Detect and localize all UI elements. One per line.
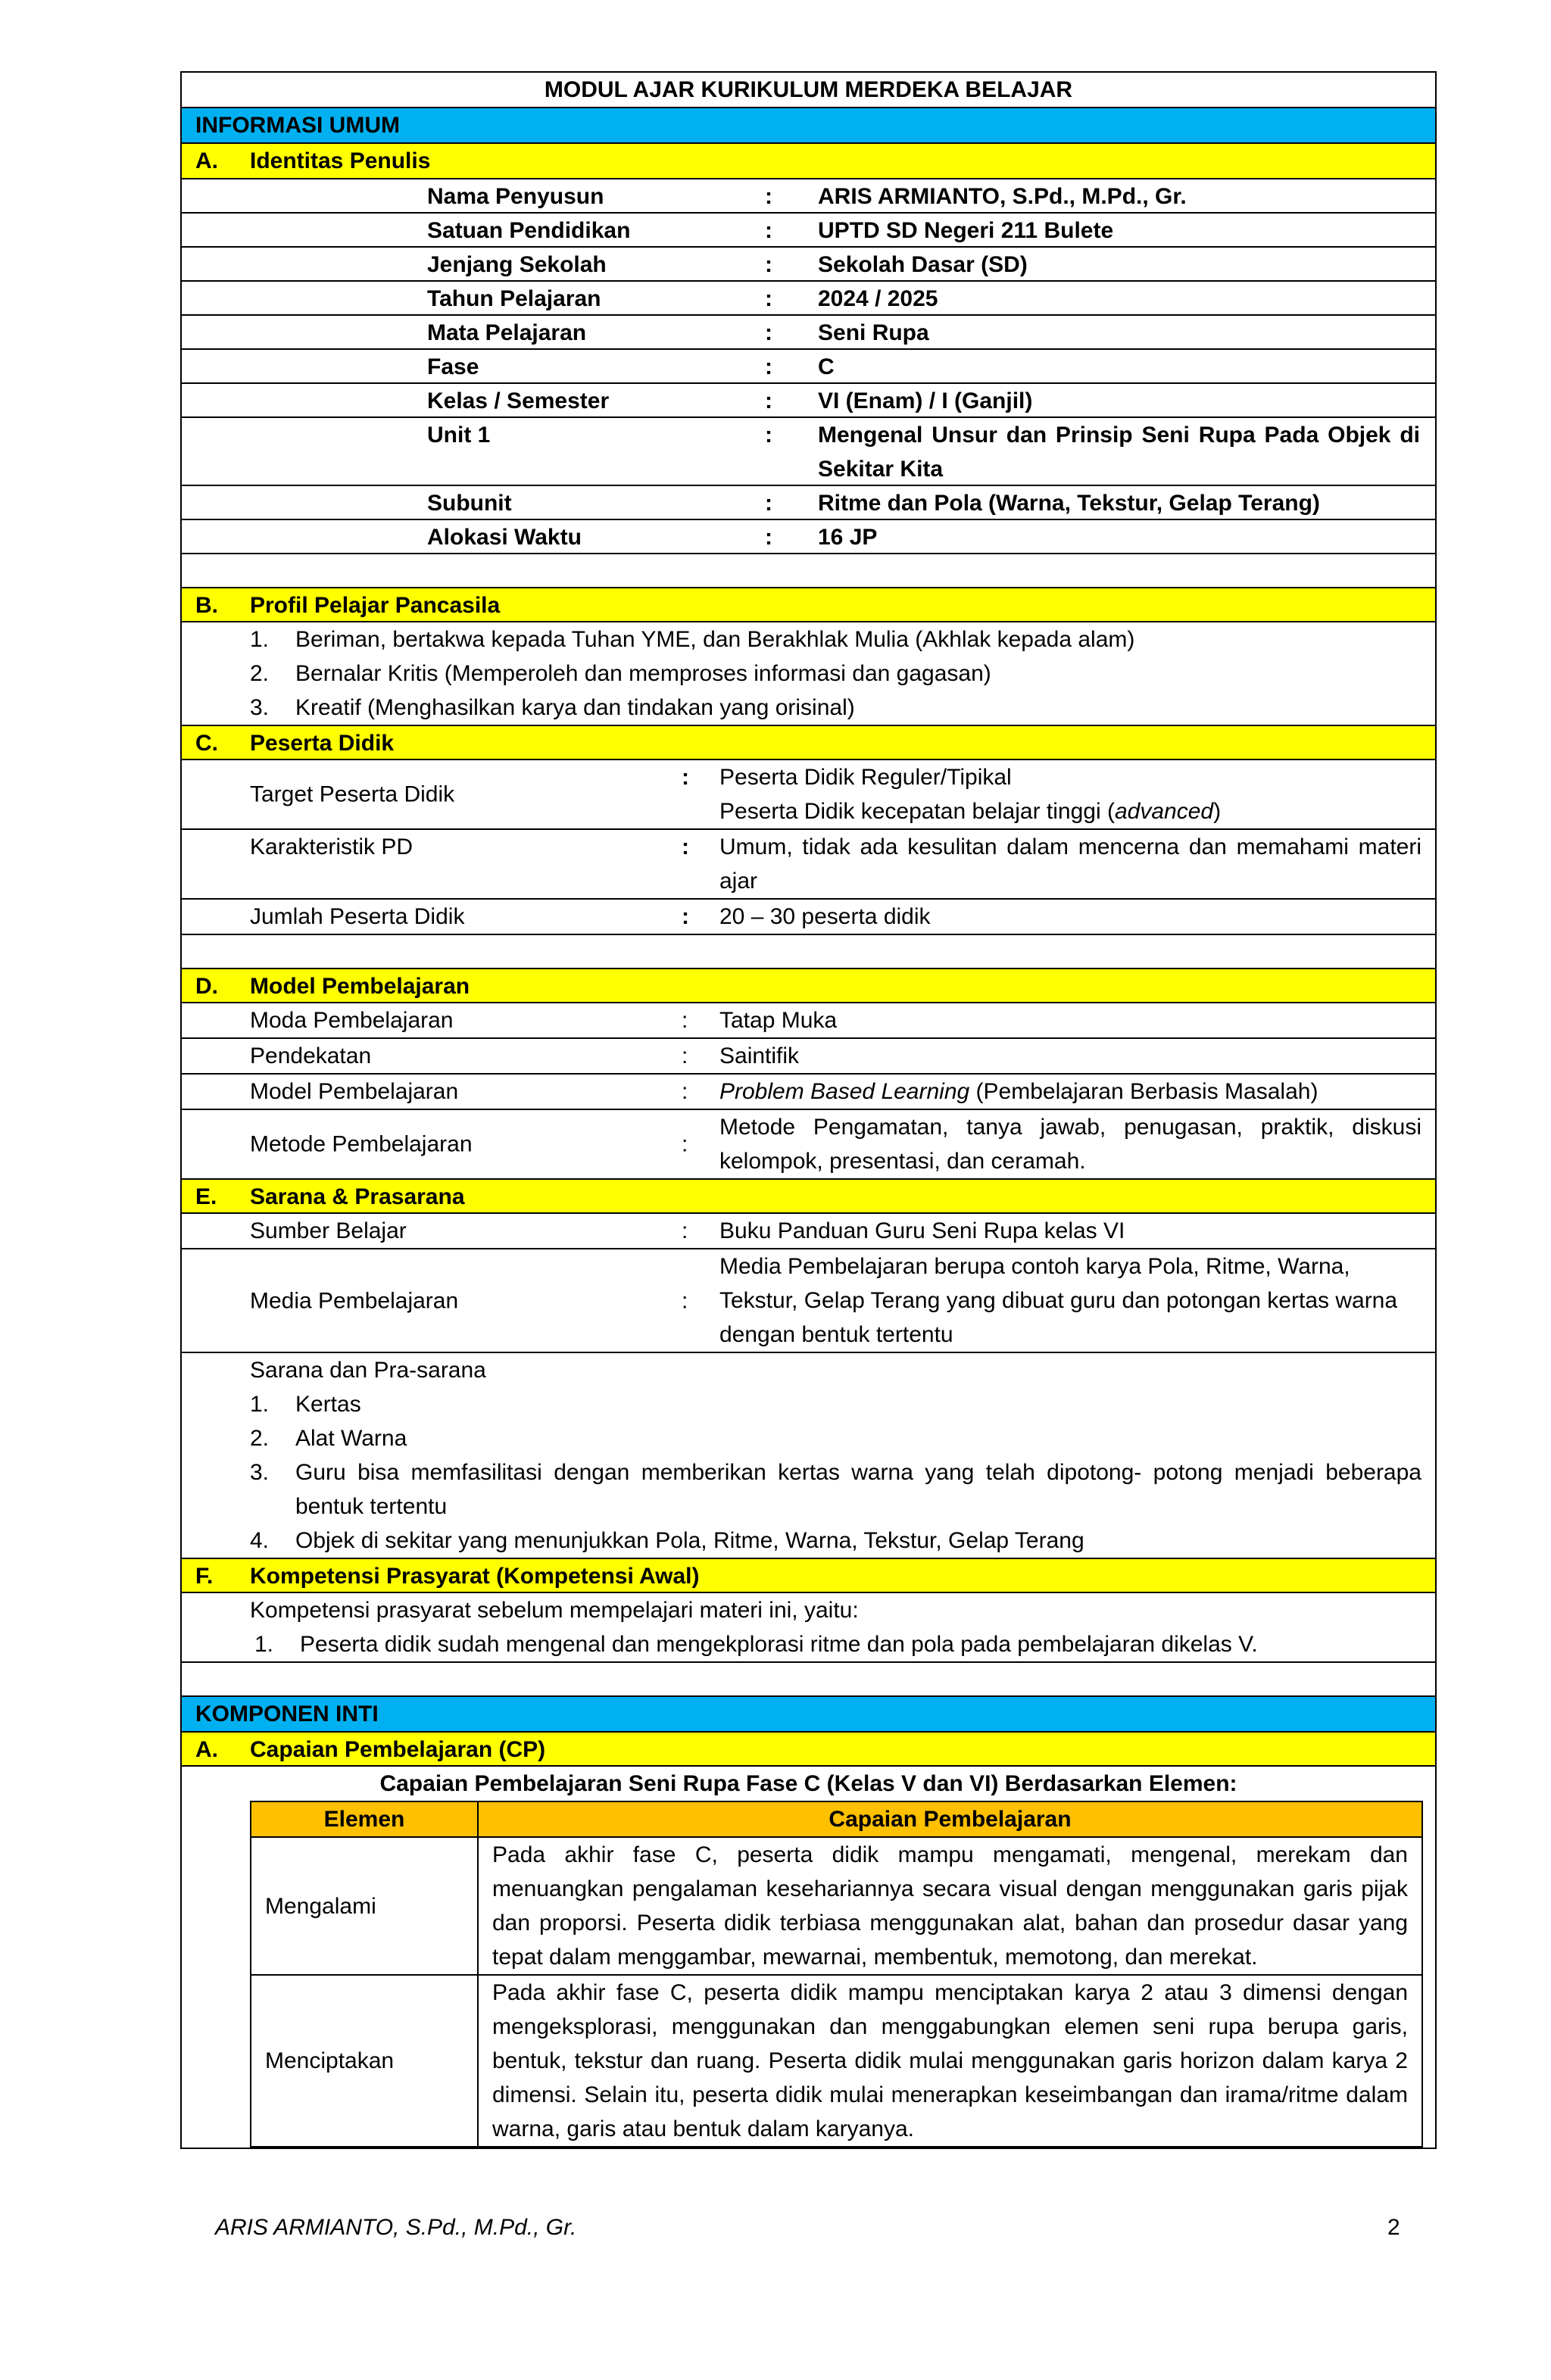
identitas-value: 2024 / 2025 xyxy=(818,286,938,311)
list-item xyxy=(250,691,1421,725)
colon: : xyxy=(682,1131,688,1157)
media-label: Media Pembelajaran xyxy=(250,1288,459,1313)
colon: : xyxy=(765,252,772,277)
list-text: Objek di sekitar yang menunjukkan Pola, Ritme, Warna, Tekstur, Gelap Terang xyxy=(295,1528,1084,1553)
list-number: 4. xyxy=(250,1528,270,1553)
table-row xyxy=(251,1976,1421,2148)
colon: : xyxy=(765,218,772,243)
list-item xyxy=(250,1627,1421,1661)
sumber-value: Buku Panduan Guru Seni Rupa kelas VI xyxy=(719,1218,1125,1243)
sarana-prasarana-block xyxy=(182,1353,1435,1559)
section-b-profil-header xyxy=(182,588,1435,622)
capaian-cell: Pada akhir fase C, peserta didik mampu menciptakan karya 2 atau 3 dimensi dengan mengeksplorasi, menggunakan dan menggabungkan elemen seni rupa berupa garis, bentuk, tekstur dan ruang. Peserta didik mulai menggunakan garis horizon dalam karya 2 dimensi. Selain itu, peserta didik mulai menerapkan keseimbangan dan irama/ritme dalam warna, garis atau bentuk dalam karyanya. xyxy=(492,1980,1408,2141)
metode-value: Metode Pengamatan, tanya jawab, penugasan, praktik, diskusi kelompok, presentasi, dan ceramah. xyxy=(719,1115,1421,1174)
section-e-sarana-header xyxy=(182,1180,1435,1214)
section-title: Kompetensi Prasyarat (Kompetensi Awal) xyxy=(250,1564,700,1589)
target-line-1: Peserta Didik Reguler/Tipikal xyxy=(719,765,1012,790)
cp-table xyxy=(250,1801,1423,2148)
colon: : xyxy=(765,525,772,550)
table-row xyxy=(251,1838,1421,1976)
moda-label: Moda Pembelajaran xyxy=(250,1008,454,1033)
identitas-value: Seni Rupa xyxy=(818,320,929,345)
colon: : xyxy=(682,1043,688,1068)
elemen-cell: Mengalami xyxy=(251,1838,479,1974)
identitas-value: Mengenal Unsur dan Prinsip Seni Rupa Pada Objek di Sekitar Kita xyxy=(818,423,1420,482)
jumlah-label: Jumlah Peserta Didik xyxy=(250,904,465,929)
list-number: 1. xyxy=(250,627,270,652)
colon: : xyxy=(765,286,772,311)
karakteristik-row xyxy=(182,830,1435,900)
identitas-value: 16 JP xyxy=(818,525,878,550)
section-letter: A. xyxy=(195,148,218,173)
section-letter: F. xyxy=(195,1564,214,1589)
section-letter: A. xyxy=(195,1737,218,1762)
list-text: Peserta didik sudah mengenal dan mengekplorasi ritme dan pola pada pembelajaran dikelas V. xyxy=(300,1632,1258,1657)
colon: : xyxy=(682,904,689,929)
pendekatan-value: Saintifik xyxy=(719,1043,800,1068)
identitas-label: Unit 1 xyxy=(427,423,491,448)
identitas-value: C xyxy=(818,354,835,379)
spacer-row xyxy=(182,554,1435,588)
identitas-label: Kelas / Semester xyxy=(427,388,610,413)
list-number: 2. xyxy=(250,661,270,686)
list-number: 1. xyxy=(254,1632,274,1657)
identitas-row xyxy=(182,214,1435,248)
list-text: Bernalar Kritis (Memperoleh dan memproses informasi dan gagasan) xyxy=(295,661,991,686)
identitas-value: Ritme dan Pola (Warna, Tekstur, Gelap Terang) xyxy=(818,491,1320,516)
spacer-row xyxy=(182,1663,1435,1697)
section-title: Identitas Penulis xyxy=(250,148,431,173)
list-text: Beriman, bertakwa kepada Tuhan YME, dan Berakhlak Mulia (Akhlak kepada alam) xyxy=(295,627,1135,652)
identitas-row xyxy=(182,418,1435,486)
sumber-label: Sumber Belajar xyxy=(250,1218,407,1243)
jumlah-peserta-row xyxy=(182,900,1435,935)
cp-block xyxy=(182,1767,1435,2148)
colon: : xyxy=(765,320,772,345)
pendekatan-row xyxy=(182,1039,1435,1075)
list-text: Kertas xyxy=(295,1392,361,1417)
identitas-value: ARIS ARMIANTO, S.Pd., M.Pd., Gr. xyxy=(818,184,1187,209)
identitas-row xyxy=(182,316,1435,350)
identitas-row xyxy=(182,486,1435,520)
jumlah-value: 20 – 30 peserta didik xyxy=(719,904,931,929)
identitas-label: Satuan Pendidikan xyxy=(427,218,631,243)
colon: : xyxy=(682,1218,688,1243)
capaian-cell: Pada akhir fase C, peserta didik mampu mengamati, mengenal, merekam dan menuangkan pengalaman kesehariannya secara visual dengan menggunakan garis pijak dan proporsi. Peserta didik terbiasa menggunakan alat, bahan dan prosedur dasar yang tepat dalam menggambar, mewarnai, membentuk, memotong, dan merekat. xyxy=(492,1842,1408,1970)
identitas-row xyxy=(182,248,1435,282)
prasarana-title: Sarana dan Pra-sarana xyxy=(250,1358,486,1383)
identitas-label: Fase xyxy=(427,354,479,379)
target-line-2: Peserta Didik kecepatan belajar tinggi (advanced) xyxy=(719,799,1222,824)
identitas-label: Mata Pelajaran xyxy=(427,320,587,345)
section-c-peserta-header xyxy=(182,726,1435,760)
section-letter: D. xyxy=(195,974,218,999)
list-text: Kreatif (Menghasilkan karya dan tindakan yang orisinal) xyxy=(295,695,855,720)
elemen-cell: Menciptakan xyxy=(251,1976,479,2146)
identitas-row xyxy=(182,350,1435,384)
section-letter: E. xyxy=(195,1184,217,1209)
colon: : xyxy=(682,765,689,790)
identitas-row xyxy=(182,384,1435,418)
list-number: 3. xyxy=(250,1460,270,1485)
section-cp-header xyxy=(182,1733,1435,1767)
modul-ajar-table xyxy=(180,71,1437,2149)
list-item xyxy=(250,1455,1421,1524)
media-value: Media Pembelajaran berupa contoh karya Pola, Ritme, Warna, Tekstur, Gelap Terang yang dibuat guru dan potongan kertas warna dengan bentuk tertentu xyxy=(719,1254,1398,1347)
model-value: Problem Based Learning (Pembelajaran Berbasis Masalah) xyxy=(719,1079,1319,1104)
identitas-label: Tahun Pelajaran xyxy=(427,286,601,311)
section-title: Sarana & Prasarana xyxy=(250,1184,465,1209)
moda-value: Tatap Muka xyxy=(719,1008,838,1033)
komponen-inti-header: KOMPONEN INTI xyxy=(182,1697,1435,1733)
list-number: 3. xyxy=(250,695,270,720)
media-row xyxy=(182,1249,1435,1353)
identitas-row xyxy=(182,179,1435,214)
sumber-belajar-row xyxy=(182,1214,1435,1249)
cp-table-header xyxy=(251,1802,1421,1838)
identitas-value: VI (Enam) / I (Ganjil) xyxy=(818,388,1033,413)
list-number: 1. xyxy=(250,1392,270,1417)
colon: : xyxy=(682,834,689,859)
metode-row xyxy=(182,1110,1435,1180)
metode-label: Metode Pembelajaran xyxy=(250,1131,473,1157)
section-title: Model Pembelajaran xyxy=(250,974,470,999)
section-letter: B. xyxy=(195,593,218,618)
target-peserta-row xyxy=(182,760,1435,830)
pendekatan-label: Pendekatan xyxy=(250,1043,372,1068)
section-title: Peserta Didik xyxy=(250,731,395,756)
moda-row xyxy=(182,1003,1435,1039)
colon: : xyxy=(682,1008,688,1033)
footer-author: ARIS ARMIANTO, S.Pd., M.Pd., Gr. xyxy=(215,2215,577,2240)
colon: : xyxy=(765,354,772,379)
list-number: 2. xyxy=(250,1426,270,1451)
colon: : xyxy=(682,1079,688,1104)
identitas-label: Subunit xyxy=(427,491,512,516)
model-label: Model Pembelajaran xyxy=(250,1079,459,1104)
colon: : xyxy=(765,388,772,413)
section-title: Profil Pelajar Pancasila xyxy=(250,593,501,618)
colon: : xyxy=(765,491,772,516)
target-label: Target Peserta Didik xyxy=(250,781,455,807)
list-text: Guru bisa memfasilitasi dengan memberikan kertas warna yang telah dipotong- potong menjadi beberapa bentuk tertentu xyxy=(295,1460,1421,1519)
section-d-model-header xyxy=(182,969,1435,1003)
cp-title: Capaian Pembelajaran Seni Rupa Fase C (Kelas V dan VI) Berdasarkan Elemen: xyxy=(379,1771,1237,1796)
section-a-identitas-header xyxy=(182,144,1435,179)
document-title: MODUL AJAR KURIKULUM MERDEKA BELAJAR xyxy=(182,73,1435,108)
identitas-row xyxy=(182,520,1435,554)
prasyarat-intro: Kompetensi prasyarat sebelum mempelajari materi ini, yaitu: xyxy=(250,1598,859,1623)
identitas-label: Jenjang Sekolah xyxy=(427,252,607,277)
prasyarat-block xyxy=(182,1593,1435,1663)
list-item xyxy=(250,657,1421,691)
identitas-label: Nama Penyusun xyxy=(427,184,604,209)
colon: : xyxy=(765,184,772,209)
page-number: 2 xyxy=(1387,2215,1400,2240)
section-title: Capaian Pembelajaran (CP) xyxy=(250,1737,546,1762)
karakteristik-label: Karakteristik PD xyxy=(250,834,413,859)
colon: : xyxy=(765,423,772,448)
section-letter: C. xyxy=(195,731,218,756)
identitas-row xyxy=(182,282,1435,316)
model-row xyxy=(182,1075,1435,1110)
list-item xyxy=(250,1524,1421,1558)
identitas-label: Alokasi Waktu xyxy=(427,525,582,550)
list-item xyxy=(250,1421,1421,1455)
list-item xyxy=(250,1387,1421,1421)
karakteristik-value: Umum, tidak ada kesulitan dalam mencerna dan memahami materi ajar xyxy=(719,834,1421,894)
col-header-capaian: Capaian Pembelajaran xyxy=(829,1807,1072,1832)
profil-list xyxy=(182,622,1435,726)
list-item xyxy=(250,622,1421,657)
identitas-value: UPTD SD Negeri 211 Bulete xyxy=(818,218,1114,243)
col-header-elemen: Elemen xyxy=(251,1802,479,1836)
identitas-value: Sekolah Dasar (SD) xyxy=(818,252,1028,277)
colon: : xyxy=(682,1288,688,1313)
spacer-row xyxy=(182,935,1435,969)
section-f-prasyarat-header xyxy=(182,1559,1435,1593)
informasi-umum-header: INFORMASI UMUM xyxy=(182,108,1435,144)
list-text: Alat Warna xyxy=(295,1426,407,1451)
